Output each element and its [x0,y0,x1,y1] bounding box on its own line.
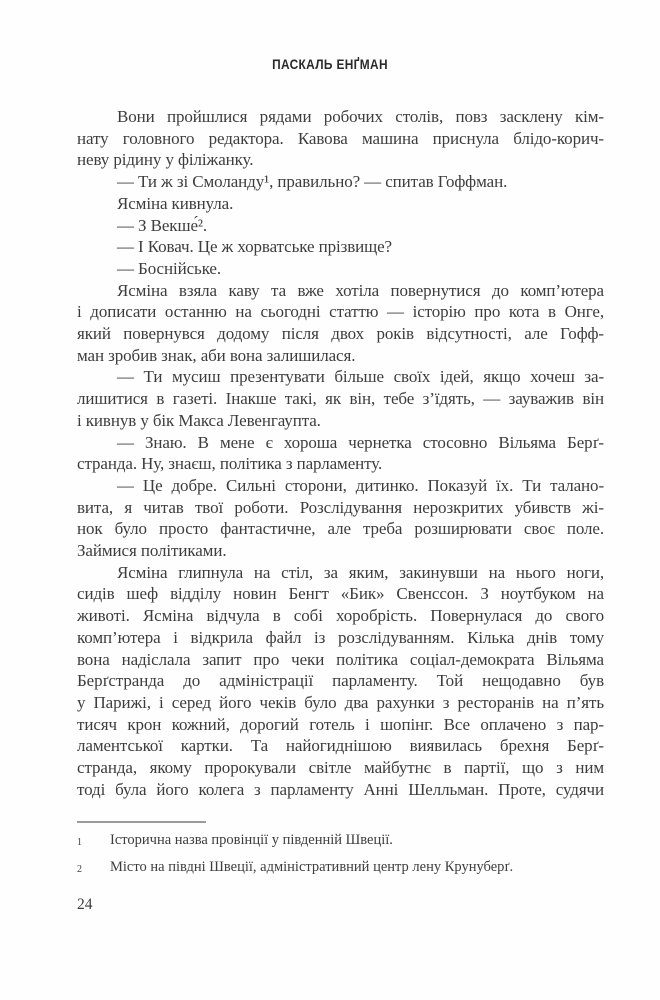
text-line: неву рідину у філіжанку. [77,150,254,170]
paragraph [77,236,604,258]
paragraph [77,366,604,431]
footnote-text: Місто на півдні Швеції, адміністративний центр лену Крунуберґ. [110,859,514,875]
text-line: — Знаю. В мене є хороша чернетка стосовно Вільяма Берґ- [117,432,604,452]
footnote-marker: 2 [77,864,82,875]
text-line: вона надіслала запит про чеки політика соціал-демократа Вільяма [77,649,604,669]
text-line: Займися політиками. [77,541,227,561]
text-line: странда. Ну, знаєш, політика з парламенту. [77,454,383,474]
text-line: — Це добре. Сильні сторони, дитинко. Показуй їх. Ти талано- [117,475,604,495]
text-line: Ясміна кивнула. [117,193,234,213]
text-line: Берґстранда до адміністрації парламенту. Той нещодавно був [77,671,604,691]
text-line: сидів шеф відділу новин Бенгт «Бик» Свенссон. З ноутбуком на [77,584,604,604]
footnote-item [77,857,604,880]
text-line: і кивнув у бік Макса Левенгаупта. [77,410,321,430]
text-line: ман зробив знак, аби вона залишилася. [77,345,356,365]
footnote-item [77,830,604,853]
paragraph [77,215,604,237]
paragraph [77,258,604,280]
paragraph [77,193,604,215]
text-block [77,106,604,801]
text-line: нату головного редактора. Кавова машина приснула блідо-корич- [77,128,604,148]
text-line: і дописати останню на сьогодні статтю — історію про кота в Онге, [77,302,604,322]
paragraph [77,562,604,801]
paragraph [77,432,604,475]
paragraph [77,280,604,367]
paragraph [77,475,604,562]
text-line: Вони пройшлися рядами робочих столів, повз засклену кім- [117,107,604,126]
text-line: тисяч крон кожний, дорогий готель і шопінг. Все оплачено з пар- [77,714,604,734]
text-line: тоді була його колега з парламенту Анні Шелльман. Проте, судячи [77,779,604,799]
text-line: животі. Ясміна відчула в собі хоробрість. Повернулася до свого [77,606,604,626]
text-line: комп’ютера і відкрила файл із розслідуванням. Кілька днів тому [77,627,604,647]
text-line: — Ти ж зі Смоланду¹, правильно? — спитав Гоффман. [117,172,508,192]
text-line: странда, якому пророкували світле майбутнє в партії, що з ним [77,758,604,778]
footnote-marker: 1 [77,837,82,848]
text-line: у Парижі, і серед його чеків було два рахунки з ресторанів на п’ять [77,692,604,712]
paragraph [77,106,604,171]
text-line: ламентської картки. Та найогиднішою виявилась брехня Берґ- [77,736,604,756]
text-line: нок було просто фантастичне, але треба розширювати своє поле. [77,519,604,539]
text-line: — З Векше́². [117,215,208,235]
footnote-text: Історична назва провінції у південній Швеції. [110,832,393,848]
text-line: вита, я читав твої роботи. Розслідування нерозкритих убивств жі- [77,497,604,517]
text-line: — Боснійське. [117,258,222,278]
page-number: 24 [77,896,93,913]
text-line: — Ти мусиш презентувати більше своїх ідей, якщо хочеш за- [117,367,604,387]
text-line: який повернувся додому після двох років відсутності, але Гофф- [77,324,604,344]
text-line: Ясміна взяла каву та вже хотіла повернутися до комп’ютера [117,280,604,300]
footnote-separator [77,821,206,823]
paragraph [77,171,604,193]
footnotes [77,830,604,884]
text-line: Ясміна глипнула на стіл, за яким, закинувши на нього ноги, [117,562,604,582]
text-line: — І Ковач. Це ж хорватське прізвище? [117,237,393,257]
text-line: лишитися в газеті. Інакше такі, як він, тебе з’їдять, — зауважив він [77,389,604,409]
running-header: ПАСКАЛЬ ЕНҐМАН [272,57,388,72]
